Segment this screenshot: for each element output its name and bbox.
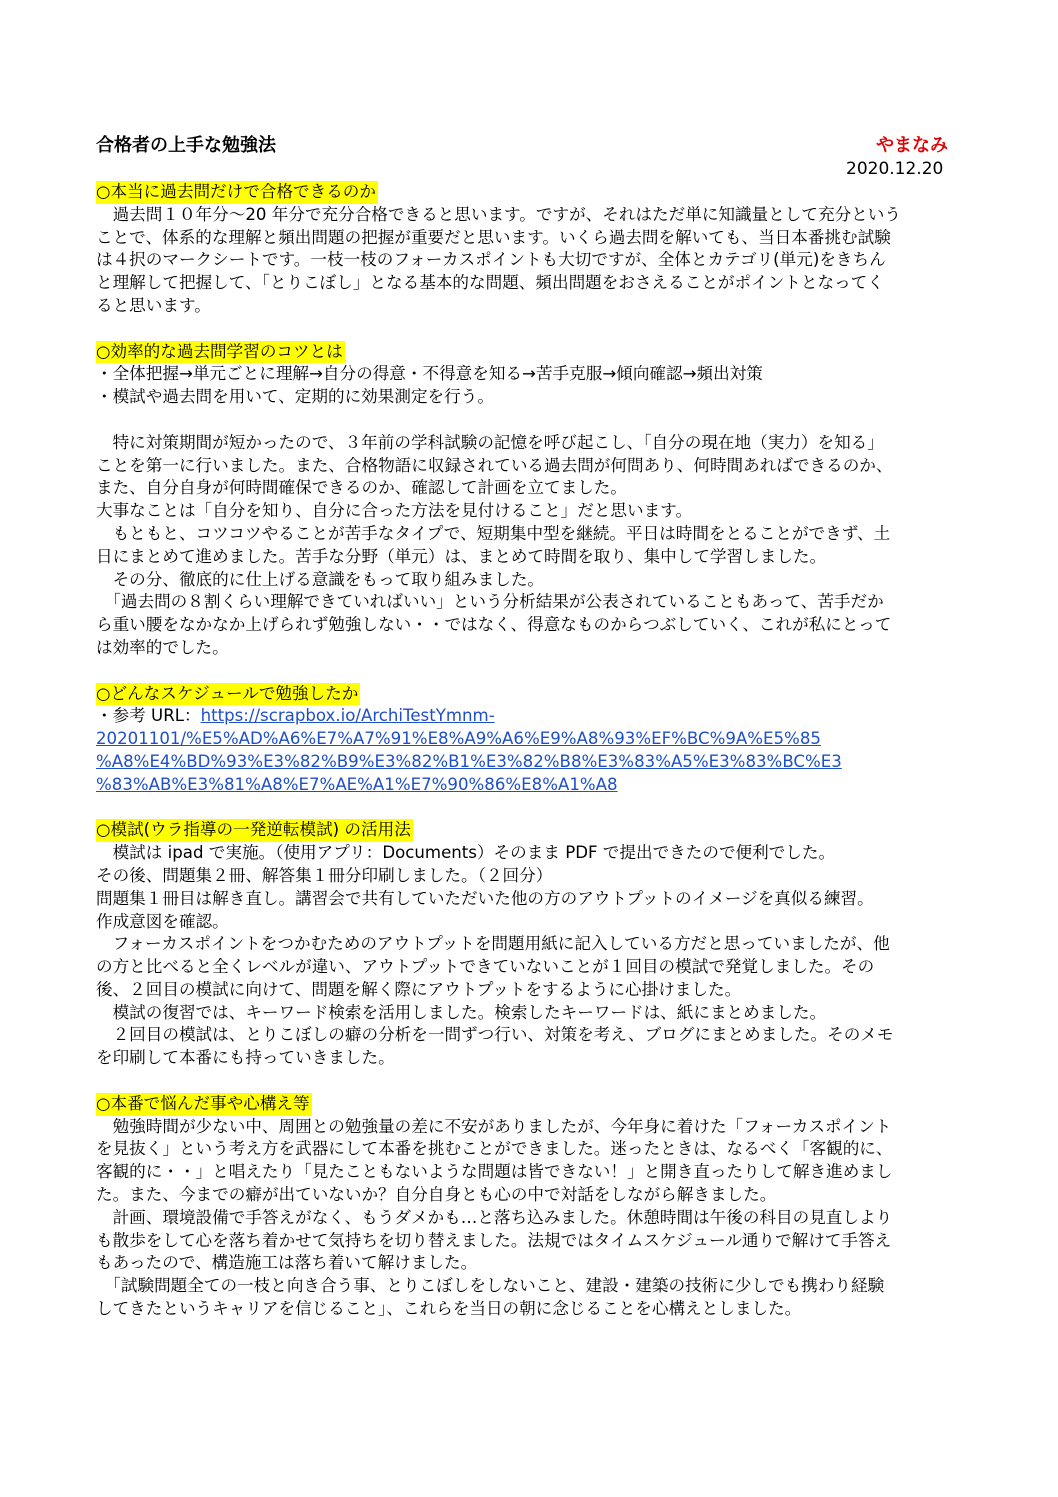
paragraph-line: ２回目の模試は、とりこぼしの癖の分析を一問ずつ行い、対策を考え、ブログにまとめました。そのメモ bbox=[96, 1025, 894, 1045]
paragraph-line: の方と比べると全くレベルが違い、アウトプットできていないことが１回目の模試で発覚しました。その bbox=[96, 957, 875, 977]
section-heading: ○効率的な過去問学習のコツとは bbox=[96, 341, 345, 364]
section-heading: ○本当に過去問だけで合格できるのか bbox=[96, 181, 378, 204]
paragraph-line: 模試は ipad で実施。（使用アプリ：Documents）そのまま PDF で提出できたので便利でした。 bbox=[96, 843, 836, 863]
paragraph-line: を印刷して本番にも持っていきました。 bbox=[96, 1048, 395, 1068]
paragraph-line: ると思います。 bbox=[96, 295, 211, 315]
paragraph-line: は４択のマークシートです。一枝一枝のフォーカスポイントも大切ですが、全体とカテゴリ(単元)をきちん bbox=[96, 250, 886, 270]
paragraph-line: 問題集１冊目は解き直し。講習会で共有していただいた他の方のアウトプットのイメージを真似る練習。 bbox=[96, 888, 874, 908]
reference-label: ・参考 URL： bbox=[96, 706, 201, 726]
paragraph-line: ことで、体系的な理解と頻出問題の把握が重要だと思います。いくら過去問を解いても、当日本番挑む試験 bbox=[96, 227, 891, 247]
paragraph-line: と理解して把握して、「とりこぼし」となる基本的な問題、頻出問題をおさえることがポイントとなってく bbox=[96, 273, 884, 293]
paragraph-line: フォーカスポイントをつかむためのアウトプットを問題用紙に記入している方だと思っていましたが、他 bbox=[96, 934, 890, 954]
paragraph-line: ・模試や過去問を用いて、定期的に効果測定を行う。 bbox=[96, 387, 494, 407]
reference-link[interactable]: %83%AB%E3%81%A8%E7%AE%A1%E7%90%86%E8%A1%A8 bbox=[96, 774, 618, 794]
section-heading: ○どんなスケジュールで勉強したか bbox=[96, 683, 360, 706]
paragraph-line: してきたというキャリアを信じること」、これらを当日の朝に念じることを心構えとしました。 bbox=[96, 1299, 802, 1319]
paragraph-line: その分、徹底的に仕上げる意識をもって取り組みました。 bbox=[96, 569, 545, 589]
paragraph-line: 客観的に・・」と唱えたり「見たこともないような問題は皆できない！」と開き直ったりして解き進めまし bbox=[96, 1162, 893, 1182]
paragraph-line: その後、問題集２冊、解答集１冊分印刷しました。（２回分） bbox=[96, 865, 553, 885]
paragraph-line: を見抜く」という考え方を武器にして本番を挑むことができました。迷ったときは、なるべく「客観的に、 bbox=[96, 1139, 893, 1159]
paragraph-line: た。また、今までの癖が出ていないか？自分自身とも心の中で対話をしながら解きました。 bbox=[96, 1185, 777, 1205]
paragraph-line: 特に対策期間が短かったので、３年前の学科試験の記憶を呼び起こし、「自分の現在地（実力）を知る」 bbox=[96, 432, 884, 452]
paragraph-line: 模試の復習では、キーワード検索を活用しました。検索したキーワードは、紙にまとめました。 bbox=[96, 1002, 827, 1022]
paragraph-line: も散歩をして心を落ち着かせて気持ちを切り替えました。法規ではタイムスケジュール通りで解けて手答え bbox=[96, 1230, 892, 1250]
author-name: やまなみ bbox=[876, 135, 948, 156]
paragraph-line bbox=[96, 409, 966, 432]
reference-link[interactable]: %A8%E4%BD%93%E3%82%B9%E3%82%B1%E3%82%B8%E3%83%A5%E3%83%BC%E3 bbox=[96, 751, 842, 771]
paragraph-line: ことを第一に行いました。また、合格物語に収録されている過去問が何問あり、何時間あればできるのか、 bbox=[96, 455, 893, 475]
paragraph-line: は効率的でした。 bbox=[96, 637, 229, 657]
document-date: 2020.12.20 bbox=[846, 159, 944, 179]
paragraph-line: また、自分自身が何時間確保できるのか、確認して計画を立てました。 bbox=[96, 478, 627, 498]
paragraph-line: ら重い腰をなかなか上げられず勉強しない・・ではなく、得意なものからつぶしていく、これが私にとって bbox=[96, 615, 892, 635]
paragraph-line: 「試験問題全ての一枝と向き合う事、とりこぼしをしないこと、建設・建築の技術に少しでも携わり経験 bbox=[96, 1276, 885, 1296]
reference-link[interactable]: 20201101/%E5%AD%A6%E7%A7%91%E8%A9%A6%E9%A8%93%EF%BC%9A%E5%85 bbox=[96, 729, 821, 749]
paragraph-line: 後、２回目の模試に向けて、問題を解く際にアウトプットをするように心掛けました。 bbox=[96, 979, 742, 999]
section-heading: ○模試(ウラ指導の一発逆転模試) の活用法 bbox=[96, 819, 413, 842]
section-heading: ○本番で悩んだ事や心構え等 bbox=[96, 1093, 312, 1116]
paragraph-line: もあったので、構造施工は落ち着いて解けました。 bbox=[96, 1253, 478, 1273]
paragraph-line: もともと、コツコツやることが苦手なタイプで、短期集中型を継続。平日は時間をとることができず、土 bbox=[96, 523, 891, 543]
paragraph-line: ・全体把握→単元ごとに理解→自分の得意・不得意を知る→苦手克服→傾向確認→頻出対策 bbox=[96, 364, 763, 384]
paragraph-line: 作成意図を確認。 bbox=[96, 911, 229, 931]
document-body bbox=[96, 181, 966, 1321]
paragraph-line: 日にまとめて進めました。苦手な分野（単元）は、まとめて時間を取り、集中して学習しました。 bbox=[96, 546, 827, 566]
paragraph-line: 勉強時間が少ない中、周囲との勉強量の差に不安がありましたが、今年身に着けた「フォーカスポイント bbox=[96, 1116, 892, 1136]
document-title: 合格者の上手な勉強法 bbox=[96, 135, 276, 156]
paragraph-line: 「過去問の８割くらい理解できていればいい」という分析結果が公表されていることもあって、苦手だか bbox=[96, 592, 884, 612]
reference-link[interactable]: https://scrapbox.io/ArchiTestYmnm- bbox=[200, 706, 495, 726]
paragraph-line: 計画、環境設備で手答えがなく、もうダメかも…と落ち込みました。休憩時間は午後の科目の見直しより bbox=[96, 1207, 893, 1227]
paragraph-line: 過去問１０年分～20 年分で充分合格できると思います。ですが、それはただ単に知識量として充分という bbox=[96, 204, 901, 224]
paragraph-line: 大事なことは「自分を知り、自分に合った方法を見付けること」だと思います。 bbox=[96, 501, 693, 521]
